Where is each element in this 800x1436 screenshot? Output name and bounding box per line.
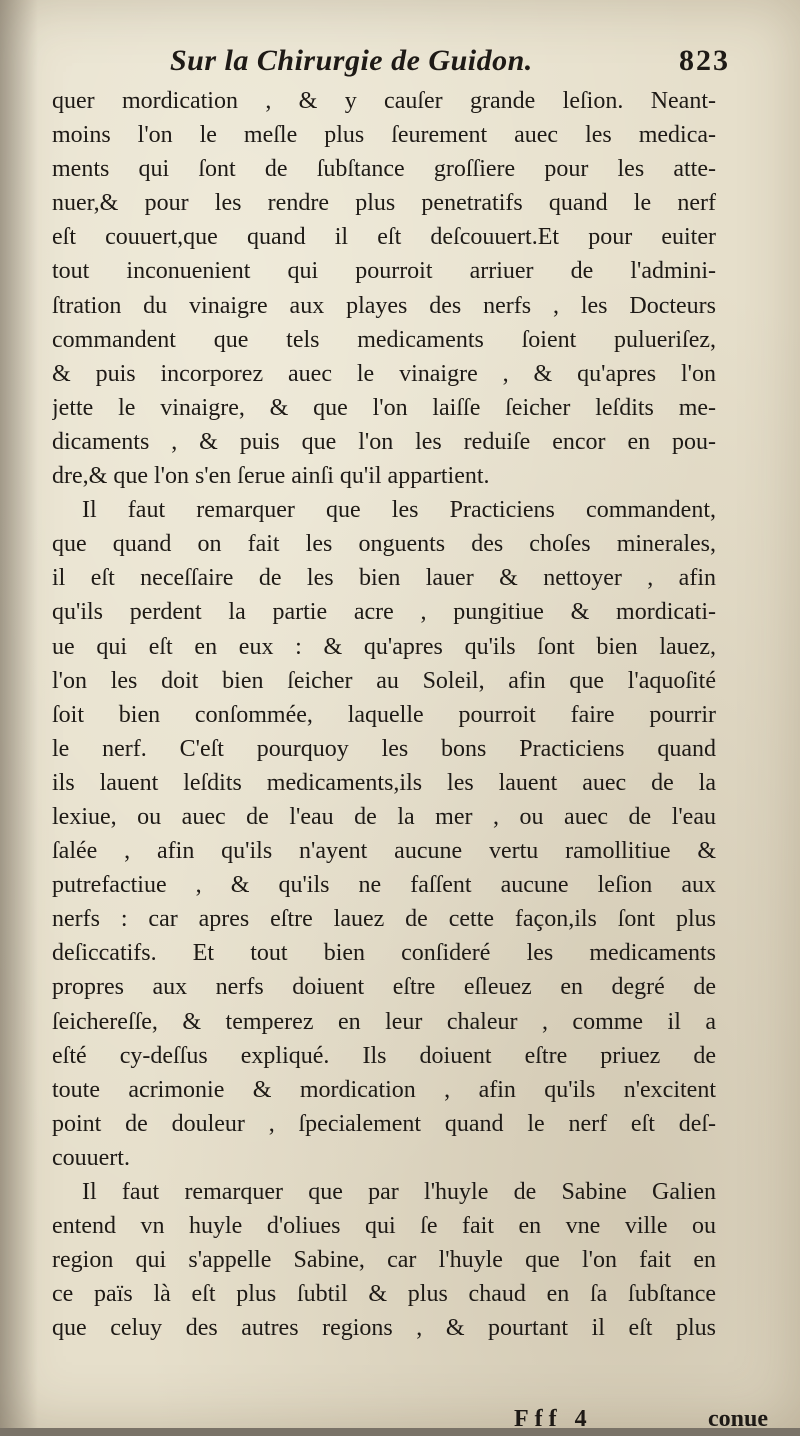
text-line: entend vn huyle d'oliues qui ſe fait en vne ville ou: [52, 1213, 716, 1240]
text-line: point de douleur , ſpecialement quand le nerf eſt deſ-: [52, 1110, 716, 1137]
text-line: dre,& que l'on s'en ſerue ainſi qu'il appartient.: [52, 463, 490, 490]
text-line: ſalée , afin qu'ils n'ayent aucune vertu ramollitiue &: [52, 838, 716, 865]
text-line: ue qui eſt en eux : & qu'apres qu'ils ſont bien lauez,: [52, 633, 716, 660]
text-line: que quand on fait les onguents des choſes minerales,: [52, 531, 716, 558]
running-head: [170, 44, 730, 84]
text-line: tout inconuenient qui pourroit arriuer de l'admini-: [52, 258, 716, 285]
text-line: Il faut remarquer que les Practiciens commandent,: [82, 497, 716, 524]
text-line: deſiccatifs. Et tout bien conſideré les medicaments: [52, 940, 716, 967]
text-line: jette le vinaigre, & que l'on laiſſe ſeicher leſdits me-: [52, 394, 716, 421]
text-line: nuer,& pour les rendre plus penetratifs quand le nerf: [52, 190, 716, 217]
text-line: ils lauent leſdits medicaments,ils les lauent auec de la: [52, 769, 716, 796]
text-line: ſtration du vinaigre aux playes des nerfs , les Docteurs: [52, 292, 716, 319]
text-line: putrefactiue , & qu'ils ne faſſent aucune leſion aux: [52, 872, 716, 899]
gutter-shadow: [0, 0, 38, 1428]
text-line: quer mordication , & y cauſer grande leſion. Neant-: [52, 88, 716, 114]
text-line: eſt couuert,que quand il eſt deſcouuert.Et pour euiter: [52, 224, 716, 251]
text-lines: [52, 84, 716, 1345]
text-line: & puis incorporez auec le vinaigre , & qu'apres l'on: [52, 360, 716, 387]
text-line: il eſt neceſſaire de les bien lauer & nettoyer , afin: [52, 565, 716, 592]
text-line: commandent que tels medicaments ſoient pulueriſez,: [52, 326, 716, 353]
text-line: moins l'on le meſle plus ſeurement auec les medica-: [52, 122, 716, 149]
body-text: [52, 84, 768, 1432]
text-line: eſté cy-deſſus expliqué. Ils doiuent eſtre priuez de: [52, 1042, 716, 1069]
text-line: nerfs : car apres eſtre lauez de cette façon,ils ſont plus: [52, 906, 716, 933]
text-line: lexiue, ou auec de l'eau de la mer , ou auec de l'eau: [52, 803, 716, 830]
text-line: ſoit bien conſommée, laquelle pourroit faire pourrir: [52, 701, 716, 728]
text-line: ce païs là eſt plus ſubtil & plus chaud en ſa ſubſtance: [52, 1281, 716, 1308]
text-line: ments qui ſont de ſubſtance groſſiere pour les atte-: [52, 156, 716, 183]
text-line: region qui s'appelle Sabine, car l'huyle que l'on fait en: [52, 1247, 716, 1274]
page-number: 823: [679, 44, 730, 77]
text-line: dicaments , & puis que l'on les reduiſe encor en pou-: [52, 428, 716, 455]
running-title: Sur la Chirurgie de Guidon.: [170, 44, 533, 77]
text-line: toute acrimonie & mordication , afin qu'ils n'excitent: [52, 1076, 716, 1103]
signature-mark: Fff 4: [514, 1406, 593, 1432]
text-line: Il faut remarquer que par l'huyle de Sabine Galien: [82, 1179, 716, 1205]
text-line: l'on les doit bien ſeicher au Soleil, afin que l'aquoſité: [52, 667, 716, 694]
catchword: conue: [708, 1406, 768, 1432]
text-line: le nerf. C'eſt pourquoy les bons Practiciens quand: [52, 735, 716, 762]
text-line: couuert.: [52, 1144, 130, 1171]
text-line: propres aux nerfs doiuent eſtre eſleuez en degré de: [52, 974, 716, 1001]
text-line: que celuy des autres regions , & pourtant il eſt plus: [52, 1315, 716, 1342]
page-footer: [52, 1402, 768, 1436]
text-line: ſeichereſſe, & temperez en leur chaleur , comme il a: [52, 1008, 716, 1035]
text-line: qu'ils perdent la partie acre , pungitiue & mordicati-: [52, 599, 716, 626]
